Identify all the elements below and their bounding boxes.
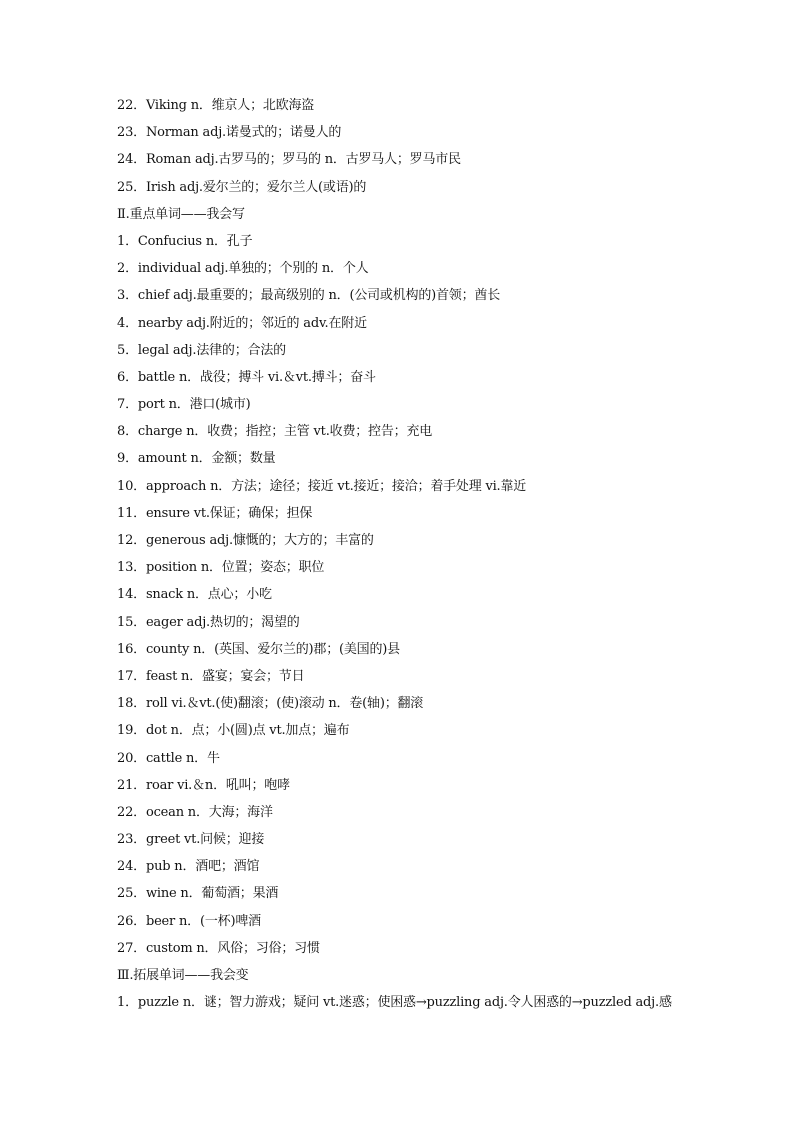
vocab-entry-16-county: 16．county n．(英国、爱尔兰的)郡；(美国的)县 (117, 641, 400, 657)
vocab-entry-26-beer: 26．beer n．(一杯)啤酒 (117, 913, 261, 929)
vocab-entry-23-norman: 23．Norman adj.诺曼式的；诺曼人的 (117, 125, 342, 141)
vocab-entry-11-ensure: 11．ensure vt.保证；确保；担保 (117, 505, 313, 521)
vocab-entry-1-confucius: 1．Confucius n．孔子 (117, 233, 253, 249)
vocab-entry-17-feast: 17．feast n．盛宴；宴会；节日 (117, 668, 305, 684)
vocab-entry-24-roman: 24．Roman adj.古罗马的；罗马的 n．古罗马人；罗马市民 (117, 152, 461, 168)
vocab-entry-5-legal: 5．legal adj.法律的；合法的 (117, 342, 286, 358)
vocab-entry-19-dot: 19．dot n．点；小(圆)点 vt.加点；遍布 (117, 723, 350, 739)
vocab-entry-15-eager: 15．eager adj.热切的；渴望的 (117, 614, 300, 630)
vocab-entry-12-generous: 12．generous adj.慷慨的；大方的；丰富的 (117, 533, 374, 548)
vocab-entry-10-approach: 10．approach n．方法；途径；接近 vt.接近；接洽；着手处理 vi.靠近 (117, 478, 527, 494)
section-heading-extended-words: Ⅲ.拓展单词——我会变 (117, 968, 249, 983)
vocab-entry-13-position: 13．position n．位置；姿态；职位 (117, 560, 325, 576)
vocab-entry-2-individual: 2．individual adj.单独的；个别的 n．个人 (117, 261, 369, 277)
vocab-entry-4-nearby: 4．nearby adj.附近的；邻近的 adv.在附近 (117, 315, 367, 331)
vocab-entry-21-roar: 21．roar vi.＆n．吼叫；咆哮 (117, 777, 290, 793)
vocab-entry-22-ocean: 22．ocean n．大海；海洋 (117, 804, 273, 820)
vocab-entry-25-wine: 25．wine n．葡萄酒；果酒 (117, 886, 279, 902)
vocab-entry-7-port: 7．port n．港口(城市) (117, 397, 251, 413)
vocab-entry-22-viking: 22．Viking n．维京人；北欧海盗 (117, 98, 315, 113)
vocab-entry-6-battle: 6．battle n．战役；搏斗 vi.＆vt.搏斗；奋斗 (117, 369, 376, 385)
vocab-entry-27-custom: 27．custom n．风俗；习俗；习惯 (117, 940, 320, 956)
vocab-entry-3-chief: 3．chief adj.最重要的；最高级别的 n．(公司或机构的)首领；酋长 (117, 288, 501, 304)
vocab-entry-25-irish: 25．Irish adj.爱尔兰的；爱尔兰人(或语)的 (117, 179, 367, 195)
vocab-entry-24-pub: 24．pub n．酒吧；酒馆 (117, 859, 260, 875)
vocab-entry-23-greet: 23．greet vt.问候；迎接 (117, 832, 265, 848)
vocab-entry-1-puzzle: 1．puzzle n．谜；智力游戏；疑问 vt.迷惑；使困惑→puzzling adj.令人困惑的→puzzled adj.感 (117, 995, 672, 1011)
vocab-entry-18-roll: 18．roll vi.＆vt.(使)翻滚；(使)滚动 n．卷(轴)；翻滚 (117, 696, 424, 712)
vocab-entry-14-snack: 14．snack n．点心；小吃 (117, 587, 272, 603)
document-body (117, 92, 717, 1016)
vocab-entry-20-cattle: 20．cattle n．牛 (117, 750, 220, 766)
section-heading-key-words: Ⅱ.重点单词——我会写 (117, 206, 245, 222)
vocab-entry-9-amount: 9．amount n．金额；数量 (117, 451, 276, 467)
vocab-entry-8-charge: 8．charge n．收费；指控；主管 vt.收费；控告；充电 (117, 424, 433, 440)
